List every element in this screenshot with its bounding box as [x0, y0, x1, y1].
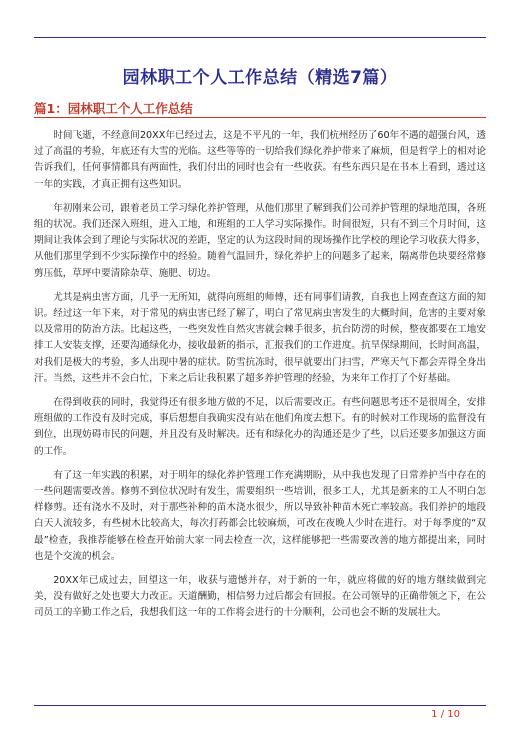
paragraph: 有了这一年实践的积累，对于明年的绿化养护管理工作充满期盼，从中我也发现了日常养护当中存在的一些问题需要改善。修剪不到位状况时有发生，需要组织一些培训，很多工人，尤其是新来的工人不明白怎样修剪。还有浇水不及时，对于那些补种的苗木浇水很少，所以导致补种苗木死亡率较高。我们养护的地段白天人流较多，有些树木比较高大，每次打药都会比较麻烦，可改在夜晚人少时在进行。对于每季度的“双最”检查，我推荐能够在检查开始前大家一同去检查一次，这样能够把一些需要改善的地方都提出来，同时也是个交流的机会。 [34, 469, 486, 562]
paragraph: 时间飞逝，不经意间20XX年已经过去，这是不平凡的一年，我们杭州经历了60年不遇的超强台风，透过了高温的考验，年底还有大雪的光临。这些等等的一切给我们绿化养护带来了麻烦，但是哲学上的相对论告诉我们，任何事情都具有两面性，我们付出的同时也会有一些收获。有些东西只是在书本上看到，透过这一年的实践，才真正拥有这些知识。 [34, 130, 486, 190]
paragraph: 尤其是病虫害方面，几乎一无所知，就得向班组的师傅，还有同事们请教，自我也上网查查这方面的知识。经过这一年下来，对于常见的病虫害已经了解了，明白了常见病虫害发生的大概时间，危害的主要对象以及常用的防治方法。比起这些，一些突发性自然灾害就会棘手很多，抗台防涝的时候，整夜都要在工地安排工人安装支撑，还要沟通绿化办，接收最新的指示，汇报我们的工作进度。抗旱保绿期间，长时间高温，对我们是极大的考验，多人出现中暑的症状。防雪抗冻时，很早就要出门扫雪，严寒天气下都会弄得全身出汗。当然，这些并不会白忙，下来之后让我积累了超多养护管理的经验，为来年工作打了个好基础。 [34, 291, 486, 384]
paragraph: 年初刚来公司，跟着老员工学习绿化养护管理，从他们那里了解到我们公司养护管理的绿地范围，各班组的状况。我们还深入班组，进入工地，和班组的工人学习实际操作。时间很短，只有不到三个月时间，这期间让我体会到了理论与实际状况的差距，坚定的认为这段时间的现场操作比学校的理论学习收获大得多，从他们那里学到不少实际操作中的经验。随着气温回升，绿化养护上的问题多了起来，隔离带色块要经常修剪压低，草坪中要清除杂草、施肥、切边。 [34, 202, 486, 279]
header-rule [34, 37, 486, 38]
page-number: 1 / 10 [431, 709, 460, 720]
section-heading-underline [34, 117, 486, 118]
paragraph: 20XX年已成过去，回望这一年，收获与遗憾并存，对于新的一年，就应将做的好的地方继续做到完美，没有做好之处也要大力改正。天道酬勤，相信努力过后都会有回报。在公司领导的正确带领之下，在公司员工的辛勤工作之后，我想我们这一年的工作将会进行的十分顺利，公司也会不断的发展壮大。 [34, 575, 486, 619]
document-body [34, 128, 486, 630]
footer-rule [34, 705, 486, 706]
document-title: 园林职工个人工作总结（精选7篇） [122, 68, 398, 88]
paragraph: 在得到收获的同时，我觉得还有很多地方做的不足，以后需要改正。有些问题思考还不是很周全，安排班组做的工作没有及时完成，事后想想自我确实没有站在他们角度去想下。有的时候对工作现场的监督没有到位，出现妨碍市民的问题，并且没有及时解决。还有和绿化办的沟通还是少了些，以后还要多加强这方面的工作。 [34, 397, 486, 457]
section-heading: 篇1：园林职工个人工作总结 [34, 101, 193, 116]
